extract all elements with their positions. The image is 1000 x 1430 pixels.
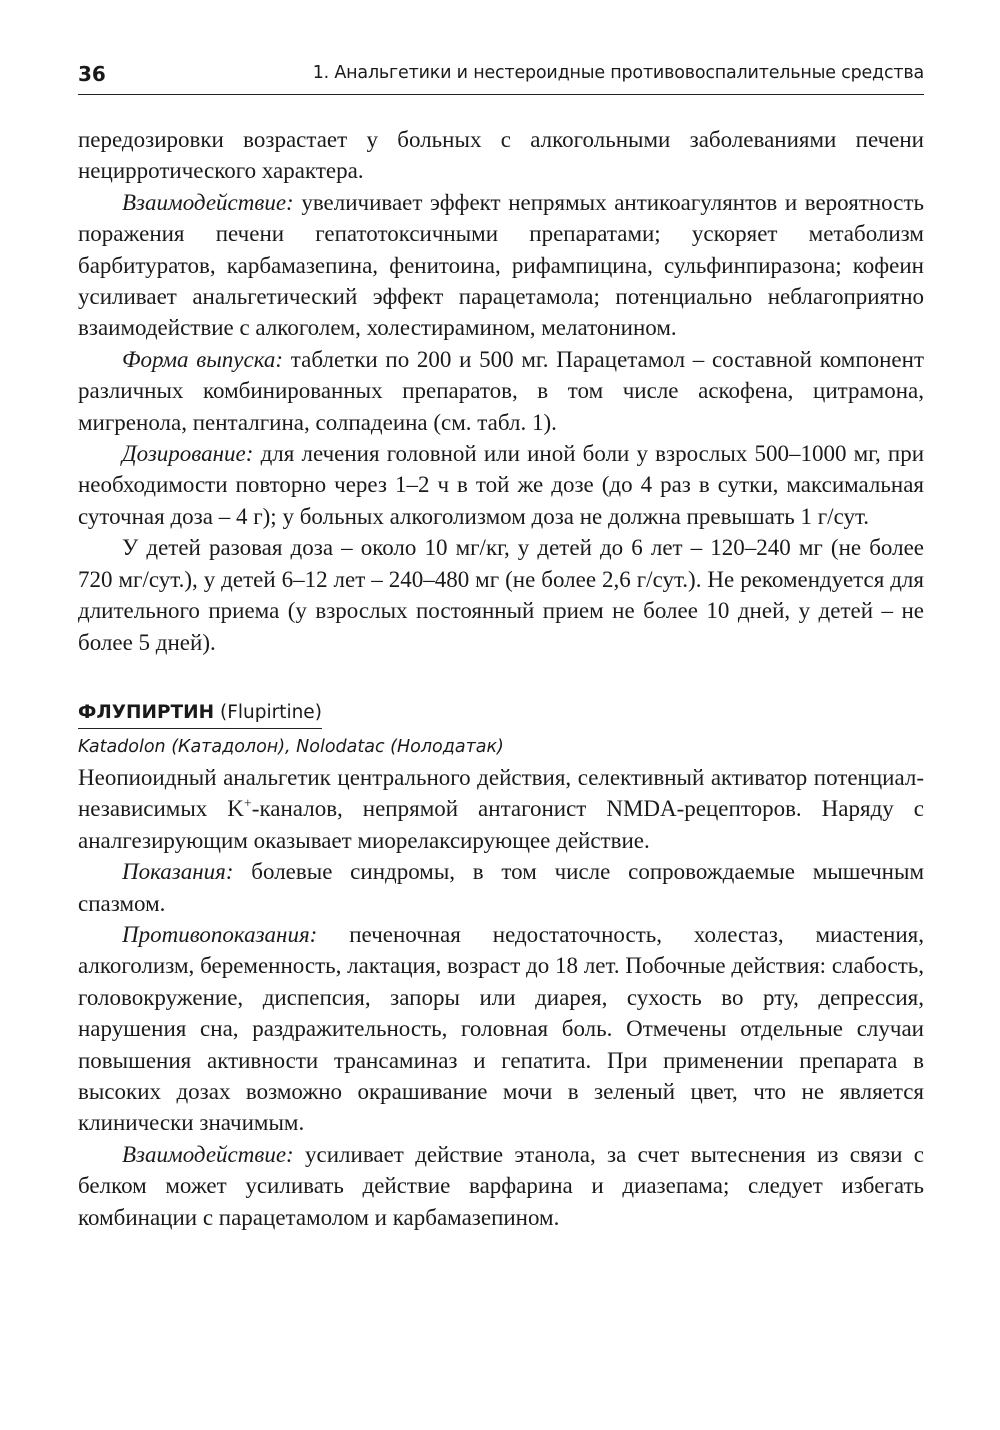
dosing-label: Дозирование: — [122, 441, 254, 467]
flupirtine-contraindications: Противопоказания: печеночная недостаточность, холестаз, миастения, алкоголизм, беременность, лактация, возраст до 18 лет. Побочные действия: слабость, головокружение, диспепсия, запоры или диарея, сухость во рту, депрессия, нарушения сна, раздражительность, головная боль. Отмечены отдельные случаи повышения активности трансаминаз и гепатита. При применении препарата в высоких дозах возможно окрашивание мочи в зеленый цвет, что не является клинически значимым. — [78, 921, 924, 1136]
page-header — [78, 58, 924, 95]
flupirtine-description: Неопиоидный анальгетик центрального действия, селективный активатор потенциал-независимых K+-каналов, непрямой антагонист NMDA-рецепторов. Наряду с аналгезирующим оказывает миорелаксирующее действие. — [78, 764, 924, 853]
form-label: Форма выпуска: — [122, 346, 284, 372]
paracetamol-continuation: передозировки возрастает у больных с алкогольными заболеваниями печени нецирротического характера. — [78, 127, 924, 184]
indications-label: Показания: — [122, 859, 234, 885]
paracetamol-dosing: Дозирование: для лечения головной или иной боли у взрослых 500–1000 мг, при необходимости повторно через 1–2 ч в той же дозе (до 4 раз в сутки, максимальная суточная доза – 4 г); у больных алкоголизмом доза не должна превышать 1 г/сут. — [78, 441, 924, 529]
trade-names: Katadolon (Катадолон), Nolodatac (Нолодатак) — [78, 736, 504, 757]
interaction-label: Взаимодействие: — [122, 1141, 294, 1167]
interaction-label: Взаимодействие: — [122, 189, 294, 215]
contraindications-label: Противопоказания: — [122, 921, 318, 947]
flupirtine-indications: Показания: болевые синдромы, в том числе сопровождаемые мышечным спазмом. — [78, 859, 924, 916]
drug-title: ФЛУПИРТИН (Flupirtine) — [78, 698, 322, 729]
paracetamol-children-dosing: У детей разовая доза – около 10 мг/кг, у детей до 6 лет – 120–240 мг (не более 720 мг/сут.), у детей 6–12 лет – 240–480 мг (не более 2,6 г/сут.). Не рекомендуется для длительного приема (у взрослых постоянный прием не более 10 дней, у детей – не более 5 дней). — [78, 535, 924, 655]
flupirtine-interaction: Взаимодействие: усиливает действие этанола, за счет вытеснения из связи с белком может усиливать действие варфарина и диазепама; следует избегать комбинации с парацетамолом и карбамазепином. — [78, 1141, 924, 1230]
paracetamol-interaction: Взаимодействие: увеличивает эффект непрямых антикоагулянтов и вероятность поражения печени гепатотоксичными препаратами; ускоряет метаболизм барбитуратов, карбамазепина, фенитоина, рифампицина, сульфинпиразона; кофеин усиливает анальгетический эффект парацетамола; потенциально неблагоприятно взаимодействие с алкоголем, холестирамином, мелатонином. — [78, 189, 924, 341]
paracetamol-form: Форма выпуска: таблетки по 200 и 500 мг. Парацетамол – составной компонент различных комбинированных препаратов, в том числе аскофена, цитрамона, мигренола, пенталгина, солпадеина (см. табл. 1). — [78, 346, 925, 435]
page-number: 36 — [78, 62, 106, 86]
running-title: 1. Анальгетики и нестероидные противовоспалительные средства — [312, 63, 924, 83]
page-body — [78, 124, 924, 1233]
